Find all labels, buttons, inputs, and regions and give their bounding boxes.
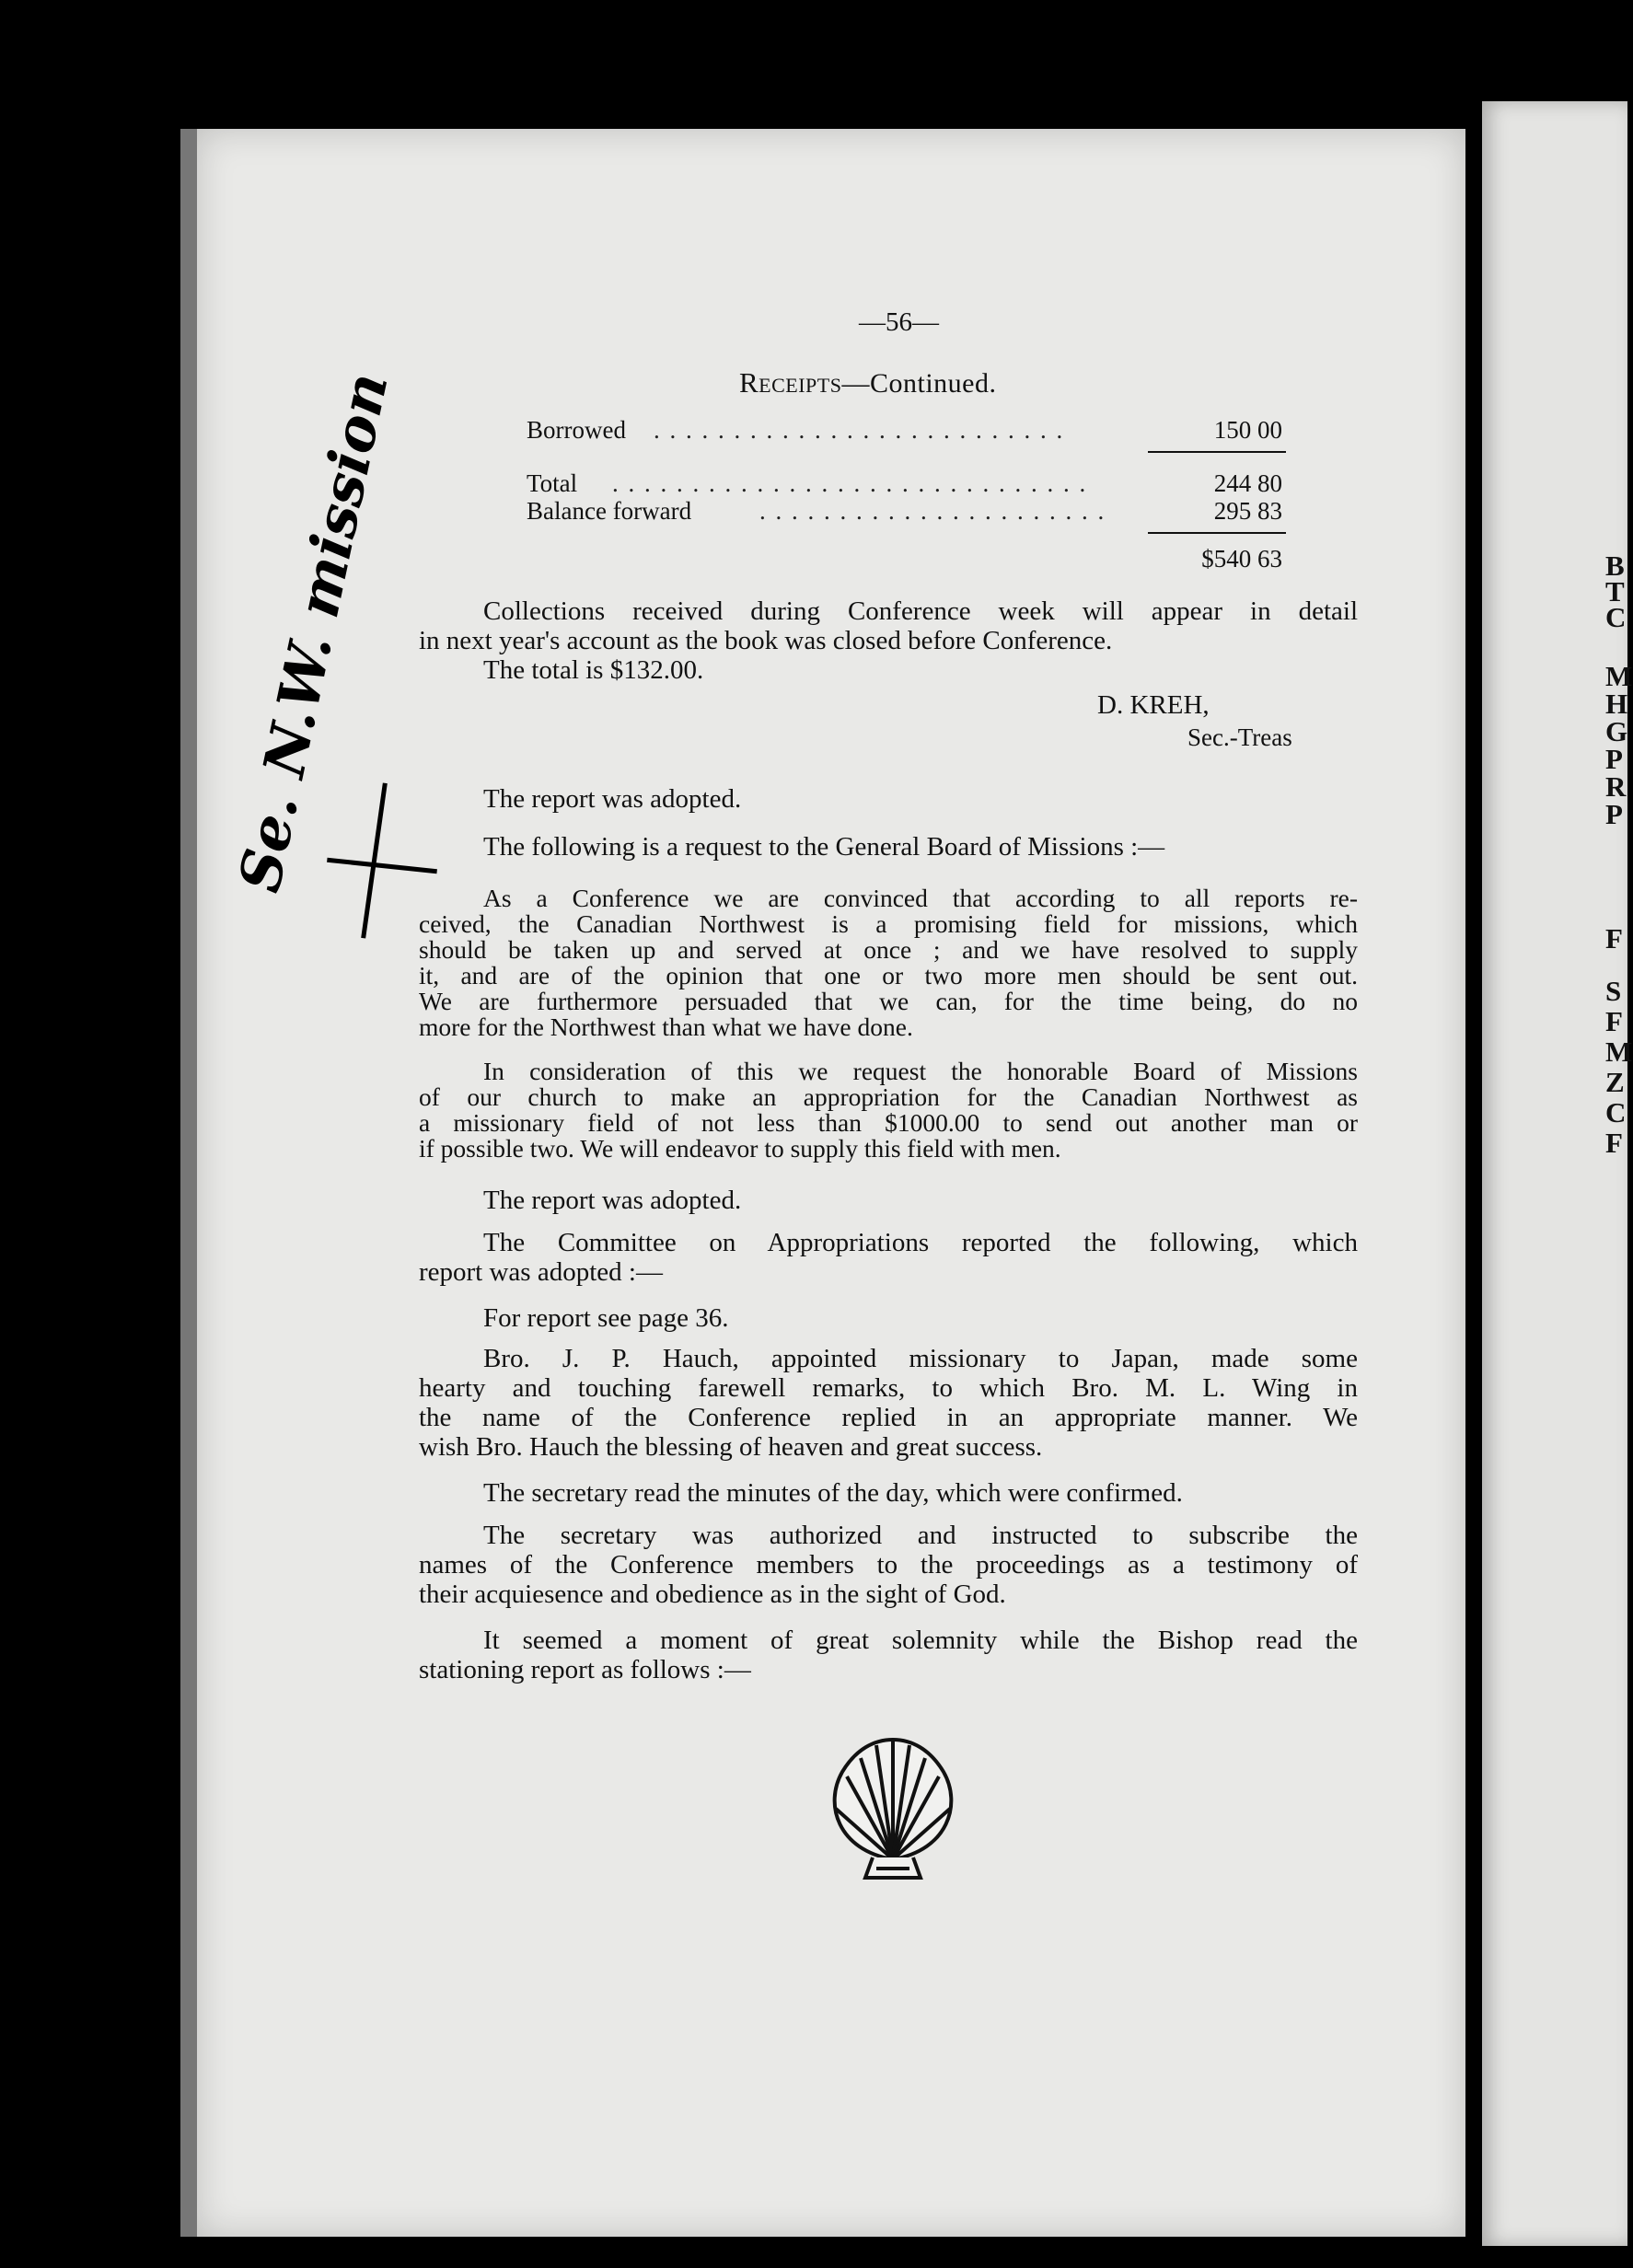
- ledger-label: Borrowed: [527, 416, 626, 444]
- ledger-rule: [1148, 532, 1286, 534]
- next-page-letter: S: [1605, 975, 1622, 1007]
- text-line: We are furthermore persuaded that we can, for the time being, do no: [419, 987, 1358, 1015]
- next-page-letter: T: [1605, 575, 1625, 608]
- next-page-letter: M: [1605, 660, 1633, 692]
- text-line: in next year's account as the book was closed before Conference.: [419, 626, 1113, 655]
- next-page-letter: C: [1605, 1096, 1627, 1128]
- text-line: more for the Northwest than what we have done.: [419, 1012, 913, 1041]
- page-number: —56—: [859, 307, 939, 337]
- next-page-letter: C: [1605, 601, 1627, 633]
- text-line: wish Bro. Hauch the blessing of heaven and great success.: [419, 1432, 1043, 1462]
- text-line: names of the Conference members to the proceedings as a testimony of: [419, 1550, 1358, 1580]
- next-page-letter: F: [1605, 1005, 1623, 1037]
- collections-note: [419, 596, 1358, 685]
- minutes-paragraph: The secretary read the minutes of the day, which were confirmed.: [483, 1478, 1183, 1508]
- request-paragraph-1: [419, 885, 1358, 1040]
- text-line: report was adopted :—: [419, 1257, 663, 1287]
- appropriations-paragraph: [419, 1228, 1358, 1287]
- text-line: their acquiesence and obedience as in the sight of God.: [419, 1580, 1006, 1609]
- section-heading: [739, 366, 996, 399]
- see-page-note: For report see page 36.: [483, 1303, 729, 1333]
- next-page-edge: [1482, 101, 1633, 2246]
- text-line: As a Conference we are convinced that according to all reports re-: [483, 884, 1358, 912]
- next-page-letter: P: [1605, 798, 1623, 830]
- ledger-label: Total: [527, 469, 578, 497]
- ledger-total: $540 63: [1201, 545, 1282, 573]
- solemnity-paragraph: [419, 1626, 1358, 1684]
- signature-title: Sec.-Treas: [1187, 723, 1292, 751]
- text-line: The total is $132.00.: [483, 655, 704, 685]
- text-line: if possible two. We will endeavor to supply this field with men.: [419, 1134, 1061, 1163]
- heading-rest: —Continued.: [841, 368, 997, 399]
- text-line: stationing report as follows :—: [419, 1655, 751, 1684]
- text-line: Bro. J. P. Hauch, appointed missionary to Japan, made some: [483, 1344, 1358, 1373]
- request-intro: The following is a request to the General Board of Missions :—: [483, 832, 1165, 862]
- leader-dots: . . . . . . . . . . . . . . . . . . . . . . . . . . . . . .: [612, 469, 1088, 497]
- request-paragraph-2: [419, 1059, 1358, 1162]
- next-page-letter: G: [1605, 715, 1628, 747]
- text-line: Collections received during Conference week will appear in detail: [483, 596, 1358, 626]
- text-line: hearty and touching farewell remarks, to which Bro. M. L. Wing in: [419, 1373, 1358, 1403]
- next-page-letter: R: [1605, 770, 1627, 803]
- next-page-letter: F: [1605, 1127, 1623, 1159]
- leader-dots: . . . . . . . . . . . . . . . . . . . . . . . . . .: [654, 416, 1065, 444]
- text-line: of our church to make an appropriation for the Canadian Northwest as: [419, 1082, 1358, 1111]
- ledger-amount: 295 83: [1213, 497, 1282, 525]
- next-page-letter: B: [1605, 550, 1625, 582]
- next-page-letter: P: [1605, 743, 1623, 775]
- text-line: The Committee on Appropriations reported the following, which: [483, 1228, 1358, 1257]
- ledger-label: Balance forward: [527, 497, 692, 525]
- next-page-letter: H: [1605, 688, 1628, 720]
- text-line: It seemed a moment of great solemnity while the Bishop read the: [483, 1626, 1358, 1655]
- subscribe-paragraph: [419, 1521, 1358, 1609]
- text-line: it, and are of the opinion that one or two more men should be sent out.: [419, 961, 1358, 989]
- report-adopted: The report was adopted.: [483, 1186, 742, 1215]
- text-line: should be taken up and served at once ; and we have resolved to supply: [419, 935, 1358, 964]
- text-line: a missionary field of not less than $1000.00 to send out another man or: [419, 1108, 1358, 1137]
- heading-small-caps: Receipts: [739, 366, 842, 399]
- margin-note-prefix: Se.: [226, 788, 312, 898]
- margin-note-text: N.W. mission: [249, 366, 401, 783]
- ledger-amount: 150 00: [1213, 416, 1282, 444]
- ledger-rule: [1148, 451, 1286, 453]
- scallop-shell-icon: [819, 1730, 967, 1887]
- text-line: ceived, the Canadian Northwest is a promising field for missions, which: [419, 909, 1358, 938]
- text-line: the name of the Conference replied in an appropriate manner. We: [419, 1403, 1358, 1432]
- next-page-letter: F: [1605, 922, 1623, 955]
- text-line: The secretary was authorized and instructed to subscribe the: [483, 1521, 1358, 1550]
- signature-name: D. KREH,: [1097, 690, 1210, 720]
- report-adopted: The report was adopted.: [483, 784, 742, 814]
- leader-dots: . . . . . . . . . . . . . . . . . . . . . .: [759, 497, 1106, 525]
- ledger-amount: 244 80: [1213, 469, 1282, 497]
- next-page-letter: M: [1605, 1036, 1633, 1068]
- next-page-letter: Z: [1605, 1066, 1625, 1098]
- text-line: In consideration of this we request the honorable Board of Missions: [483, 1057, 1358, 1085]
- hauch-paragraph: [419, 1344, 1358, 1462]
